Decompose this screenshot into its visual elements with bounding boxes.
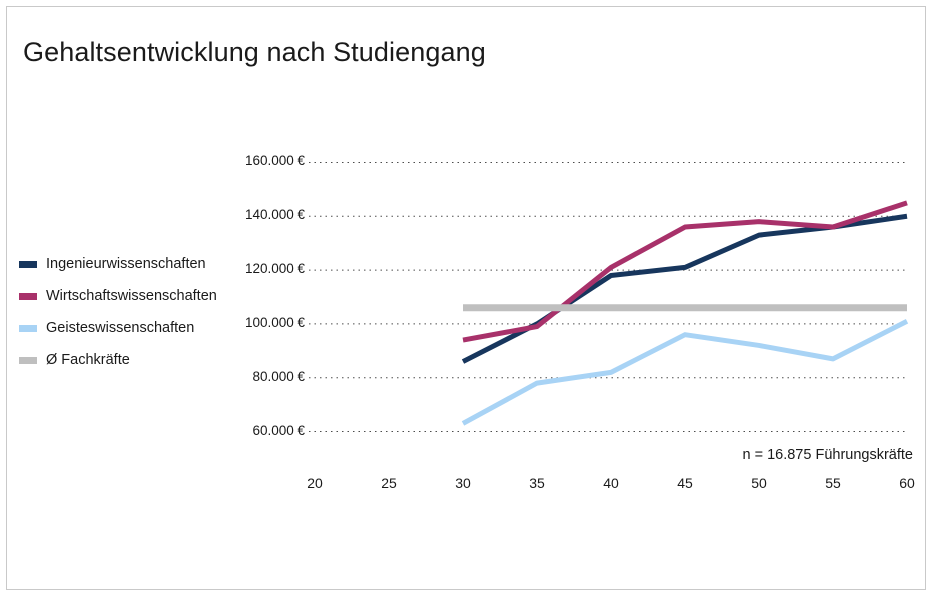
legend-item-wirtschaftswissenschaften [19, 282, 239, 310]
legend-label: Wirtschaftswissenschaften [46, 288, 217, 304]
legend-item-ingenieurwissenschaften [19, 250, 239, 278]
legend-swatch-icon [19, 293, 37, 300]
x-axis-tick-label: 20 [307, 475, 323, 491]
legend-label: Ø Fachkräfte [46, 352, 130, 368]
legend-label: Geisteswissenschaften [46, 320, 195, 336]
series-line [463, 203, 907, 340]
legend-item-durchschnitt-fachkraefte [19, 346, 239, 374]
x-axis-tick-label: 60 [899, 475, 915, 491]
legend-item-geisteswissenschaften [19, 314, 239, 342]
legend-label: Ingenieurwissenschaften [46, 256, 206, 272]
series-line [463, 321, 907, 423]
chart-legend [19, 250, 239, 378]
y-axis-tick-label: 160.000 € [244, 153, 305, 169]
x-axis-tick-label: 55 [825, 475, 841, 491]
y-axis-tick-label: 60.000 € [252, 422, 305, 438]
x-axis-tick-label: 35 [529, 475, 545, 491]
y-axis-tick-label: 100.000 € [244, 314, 305, 330]
series-line [463, 216, 907, 361]
x-axis-tick-label: 40 [603, 475, 619, 491]
sample-size-annotation: n = 16.875 Führungskräfte [742, 447, 913, 463]
y-axis-tick-label: 80.000 € [252, 368, 305, 384]
legend-swatch-icon [19, 261, 37, 268]
x-axis-tick-label: 45 [677, 475, 693, 491]
x-axis-tick-label: 30 [455, 475, 471, 491]
chart-card [6, 6, 926, 590]
y-axis-tick-label: 140.000 € [244, 207, 305, 223]
legend-swatch-icon [19, 357, 37, 364]
page-title: Gehaltsentwicklung nach Studiengang [23, 37, 486, 67]
x-axis-tick-label: 25 [381, 475, 397, 491]
x-axis-tick-label: 50 [751, 475, 767, 491]
legend-swatch-icon [19, 325, 37, 332]
y-axis-tick-label: 120.000 € [244, 261, 305, 277]
